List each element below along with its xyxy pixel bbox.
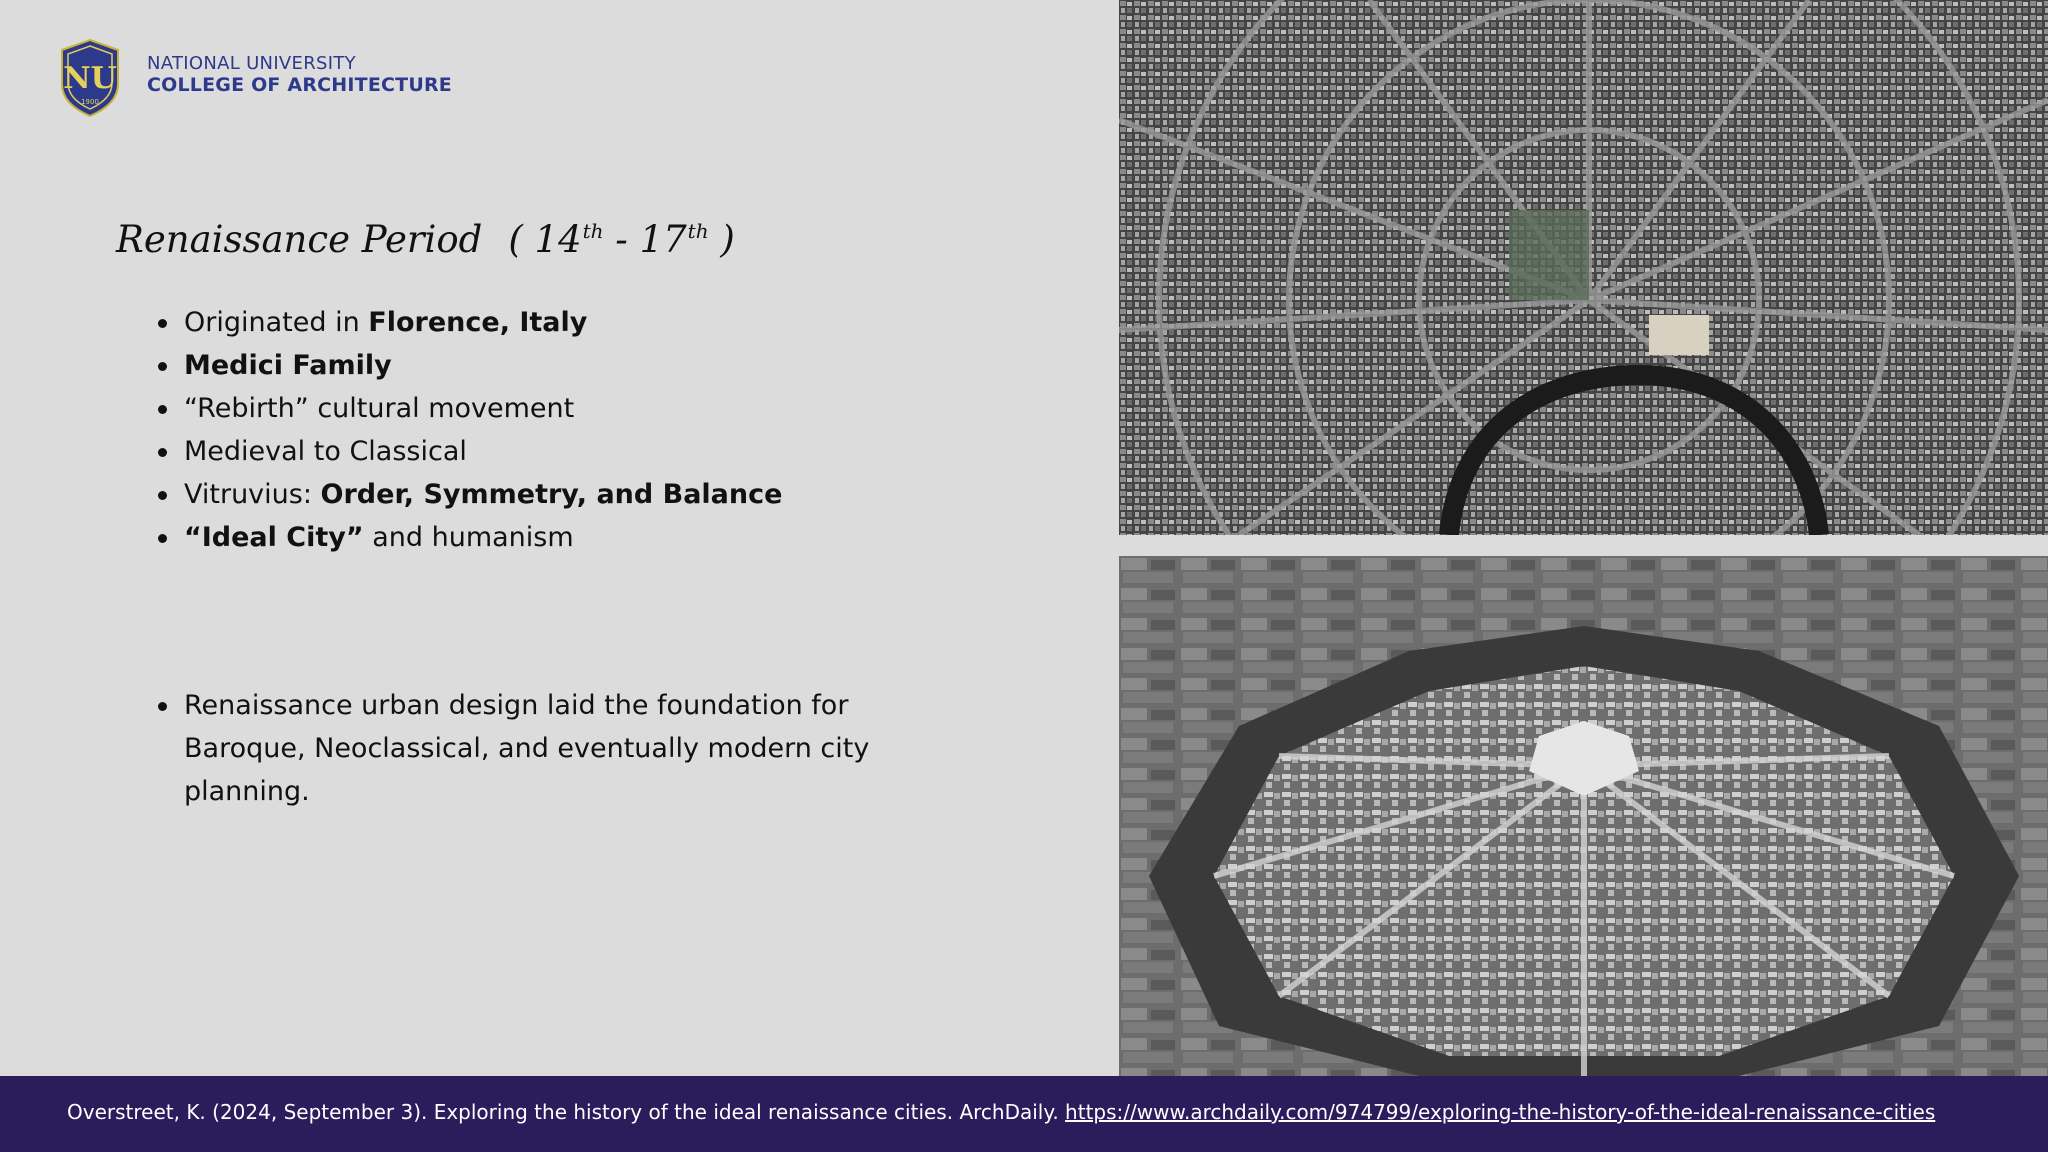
bullet-bold: Medici Family	[184, 350, 392, 381]
citation-text: Overstreet, K. (2024, September 3). Exploring the history of the ideal renaissance cities. ArchDaily.	[67, 1100, 1066, 1124]
bullet-list	[158, 301, 782, 559]
bullet-text: “Rebirth” cultural movement	[184, 393, 575, 424]
logo-monogram: NU	[63, 61, 117, 96]
list-item	[158, 516, 782, 559]
university-line2: COLLEGE OF ARCHITECTURE	[147, 73, 452, 96]
slide-title	[116, 218, 735, 261]
citation	[67, 1100, 1935, 1124]
bullet-text: Medieval to Classical	[184, 436, 467, 467]
aerial-city-map-image	[1119, 0, 2048, 535]
list-item	[158, 344, 782, 387]
university-line1: NATIONAL UNIVERSITY	[147, 53, 356, 74]
university-name	[147, 54, 452, 97]
list-item	[158, 301, 782, 344]
bullet-text: and humanism	[363, 522, 574, 553]
list-item: Renaissance urban design laid the foundation for Baroque, Neoclassical, and eventually modern city planning.	[158, 684, 978, 813]
conclusion-list	[158, 684, 978, 813]
citation-link[interactable]: https://www.archdaily.com/974799/exploring-the-history-of-the-ideal-renaissance-cities	[1065, 1100, 1936, 1124]
list-item	[158, 387, 782, 430]
bullet-text: Vitruvius:	[184, 479, 321, 510]
bullet-bold: Order, Symmetry, and Balance	[320, 479, 783, 510]
title-range-open: ( 14	[508, 218, 582, 261]
title-sup-2: th	[687, 219, 709, 243]
title-range-mid: - 17	[603, 218, 687, 261]
nu-crest-icon	[56, 38, 124, 118]
list-item	[158, 430, 782, 473]
title-range-close: )	[708, 218, 735, 261]
star-fortress-city-image	[1119, 556, 2048, 1076]
title-sup-1: th	[582, 219, 604, 243]
logo-year: 1900	[81, 98, 99, 106]
list-item	[158, 473, 782, 516]
bullet-bold: Florence, Italy	[368, 307, 588, 338]
bullet-bold: “Ideal City”	[184, 522, 364, 553]
citation-footer	[0, 1076, 2048, 1152]
title-main: Renaissance Period	[116, 218, 483, 261]
bullet-text: Originated in	[184, 307, 369, 338]
